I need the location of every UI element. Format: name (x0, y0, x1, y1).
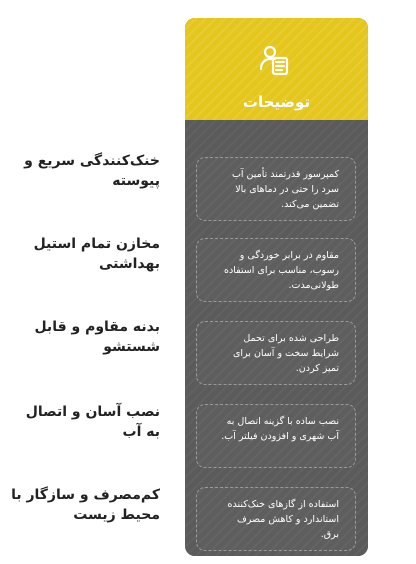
description-card-3-text: طراحی شده برای تحمل شرایط سخت و آسان برای تمیز کردن. (232, 333, 339, 374)
feature-title-3: بدنه مقاوم و قابل شستشو (34, 319, 160, 355)
description-card-1-text: کمپرسور قدرتمند تأمین آب سرد را حتی در دماهای بالا تضمین می‌کند. (231, 169, 339, 210)
description-card-1 (196, 157, 356, 221)
description-card-4 (196, 404, 356, 468)
description-card-2-text: مقاوم در برابر خوردگی و رسوب، مناسب برای استفاده طولانی‌مدت. (224, 250, 339, 291)
description-card-5-text: استفاده از گازهای خنک‌کننده استاندارد و کاهش مصرف برق. (227, 499, 339, 540)
description-card-3 (196, 321, 356, 385)
feature-title-5: کم‌مصرف و سازگار با محیط زیست (11, 487, 160, 523)
feature-title-4: نصب آسان و اتصال به آب (25, 404, 160, 440)
description-card-2 (196, 238, 356, 302)
feature-title-2: مخازن تمام استیل بهداشتی (33, 236, 160, 272)
feature-title-1: خنک‌کنندگی سریع و پیوسته (24, 153, 160, 189)
user-document-icon (255, 40, 299, 84)
description-panel-header (185, 18, 368, 120)
description-panel-body (185, 120, 368, 556)
description-header-title: توضیحات (242, 93, 311, 111)
description-card-4-text: نصب ساده با گزینه اتصال به آب شهری و افزودن فیلتر آب. (221, 416, 339, 442)
description-panel (185, 18, 368, 556)
description-card-5 (196, 487, 356, 551)
